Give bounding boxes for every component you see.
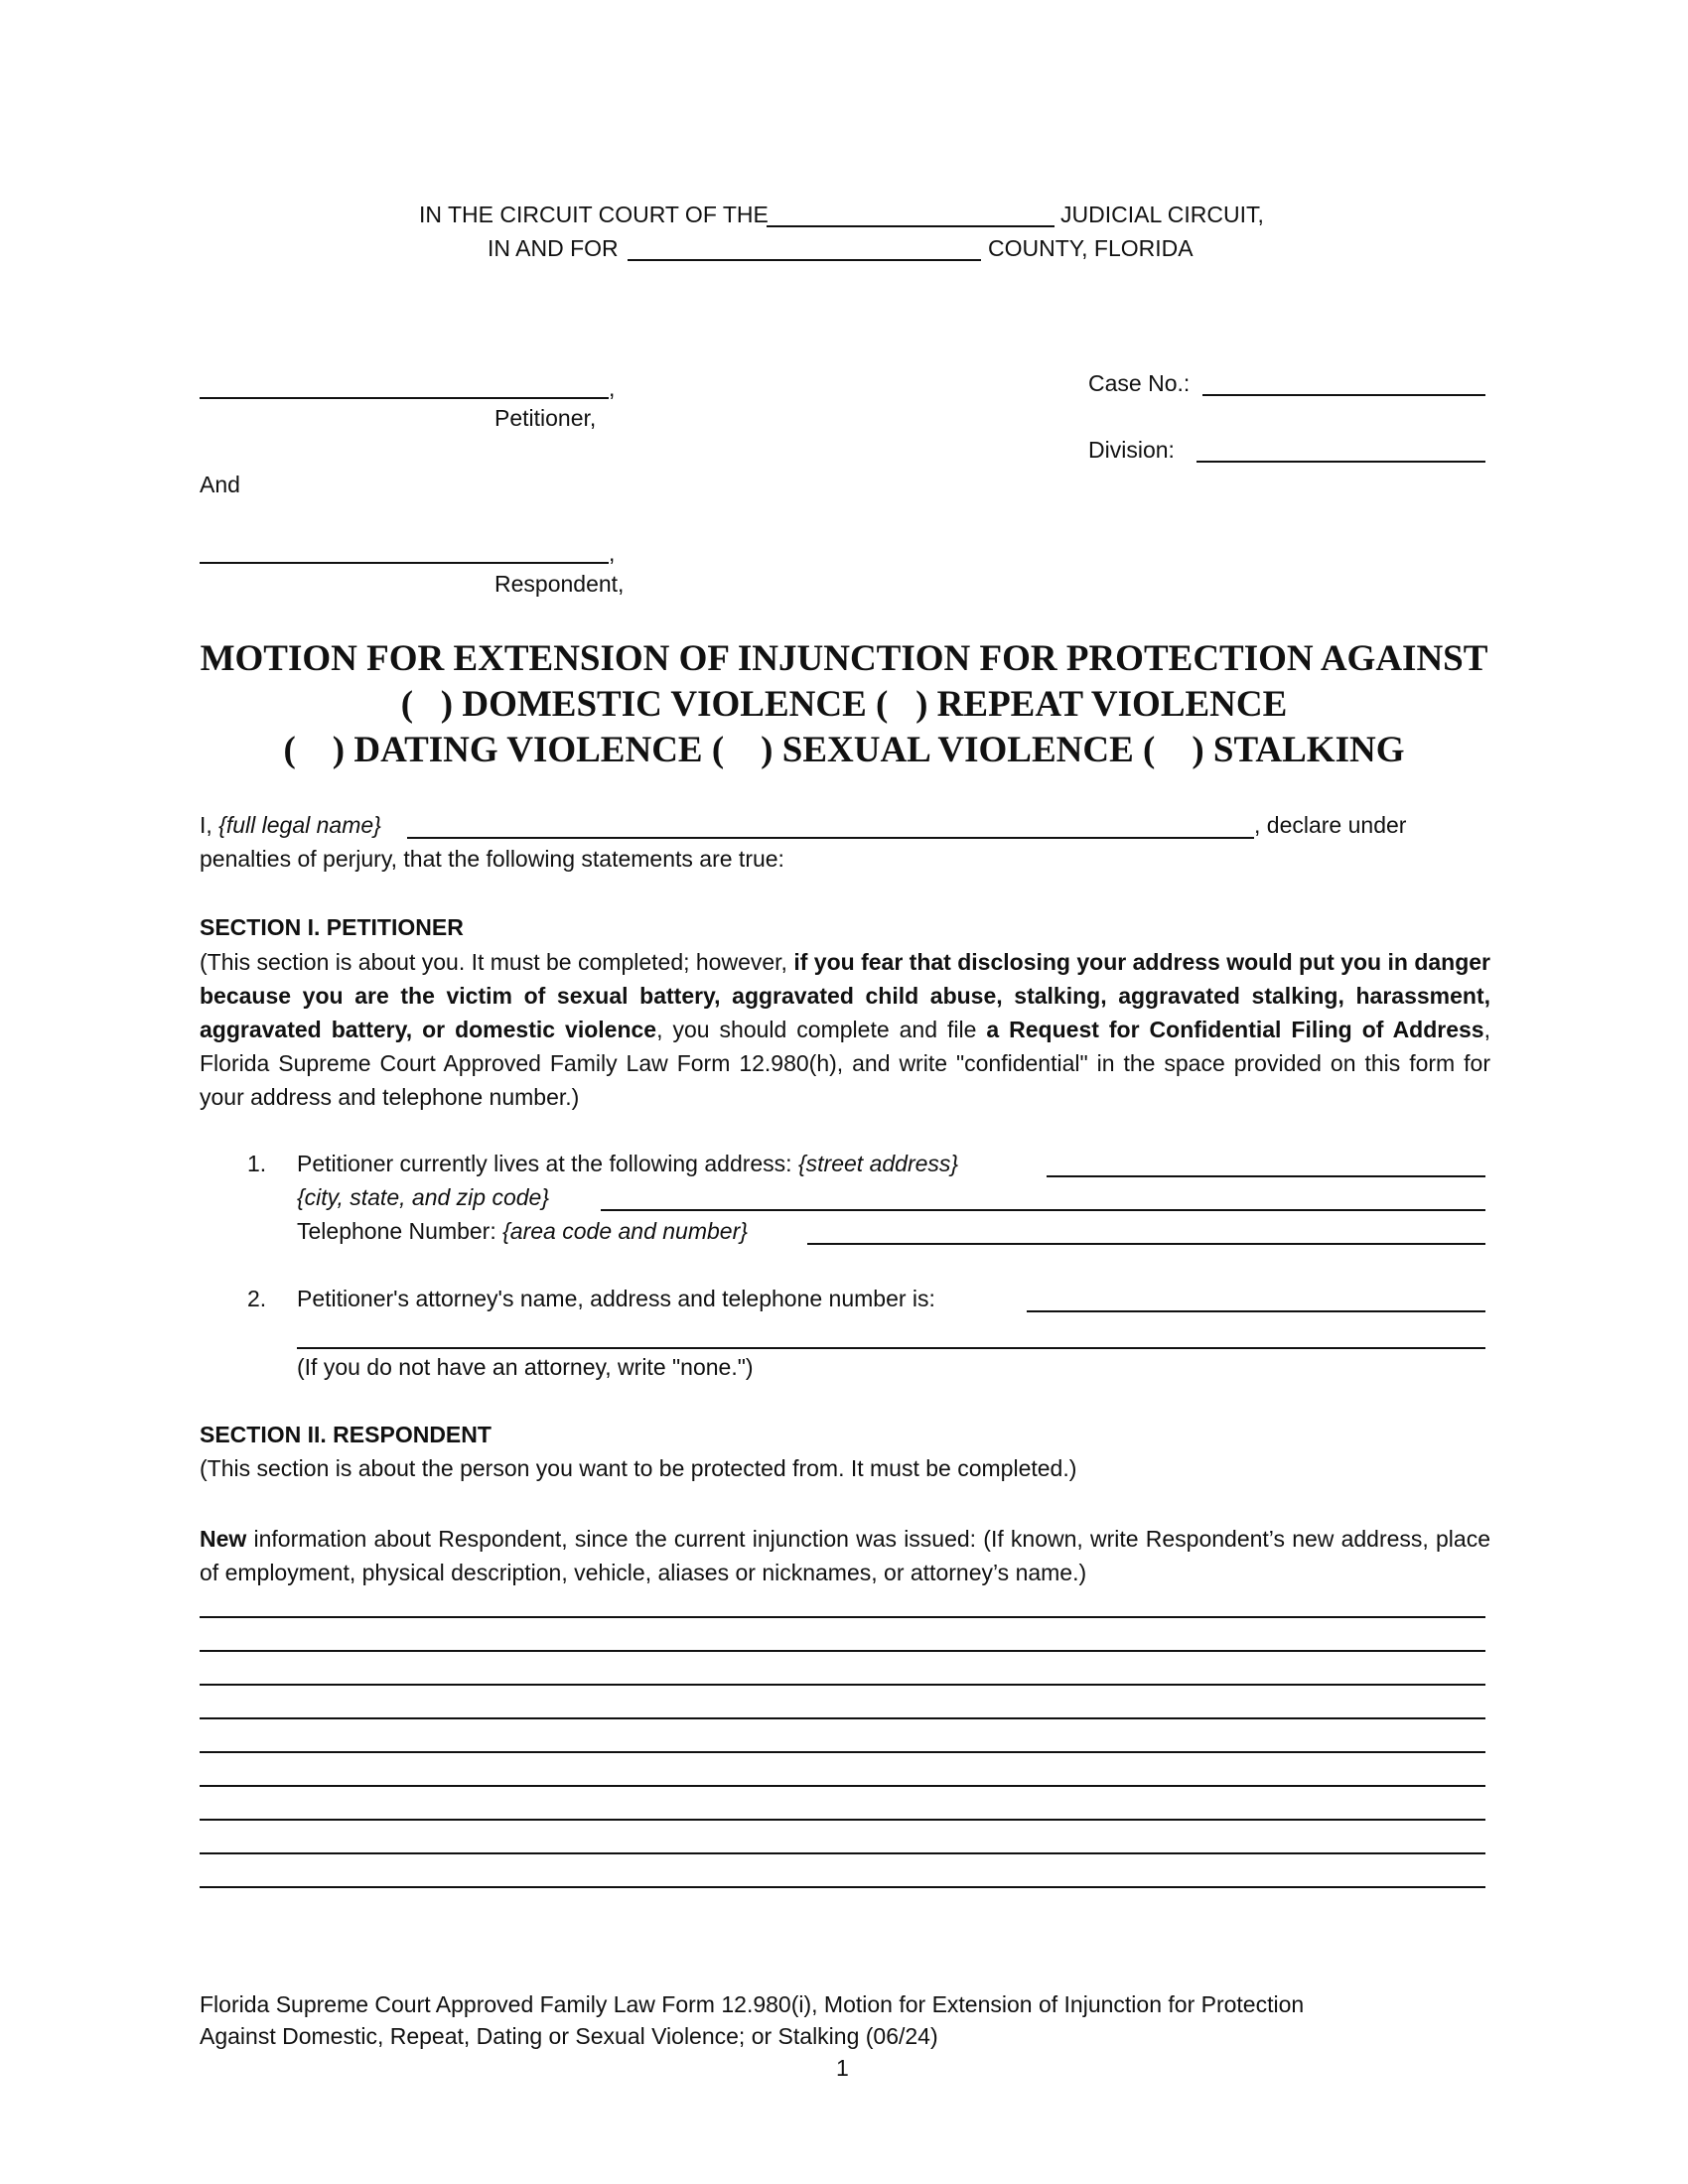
street-address-field[interactable] [1047, 1175, 1485, 1177]
respondent-info-line[interactable] [200, 1819, 1485, 1821]
respondent-info-line[interactable] [200, 1684, 1485, 1686]
section1-heading: SECTION I. PETITIONER [200, 914, 464, 940]
section2-heading: SECTION II. RESPONDENT [200, 1422, 492, 1447]
item2-number: 2. [247, 1286, 267, 1311]
item1-text: Petitioner currently lives at the following address: {street address} [297, 1151, 959, 1176]
respondent-info-line[interactable] [200, 1650, 1485, 1652]
telephone-label: Telephone Number: {area code and number} [297, 1218, 748, 1244]
attorney-info-field-1[interactable] [1027, 1310, 1485, 1312]
division-field[interactable] [1196, 461, 1485, 463]
division-label: Division: [1088, 437, 1175, 463]
respondent-info-line[interactable] [200, 1751, 1485, 1753]
section2-intro: (This section is about the person you want to be protected from. It must be completed.) [200, 1455, 1077, 1481]
court-circuit-label-suffix: JUDICIAL CIRCUIT, [1060, 202, 1264, 227]
and-label: And [200, 472, 240, 497]
petitioner-name-field[interactable] [200, 397, 609, 399]
section1-intro: (This section is about you. It must be completed; however, if you fear that disclosing your address would put you in danger because you are the victim of sexual battery, aggravated child abuse, stalking, aggravated stalking, harassment, aggravated battery, or domestic violence, you should complete and file a Request for Confidential Filing of Address, Florida Supreme Court Approved Family Law Form 12.980(h), and write "confidential" in the space provided on this form for your address and telephone number.) [200, 949, 1490, 1110]
telephone-field[interactable] [807, 1243, 1485, 1245]
petitioner-label: Petitioner, [494, 405, 597, 431]
petitioner-comma: , [609, 375, 616, 401]
county-field[interactable] [628, 259, 981, 261]
case-no-field[interactable] [1202, 394, 1485, 396]
form-title-line1: MOTION FOR EXTENSION OF INJUNCTION FOR PROTECTION AGAINST [200, 638, 1488, 679]
attorney-info-field-2[interactable] [297, 1347, 1485, 1349]
form-title-line2: ( ) DOMESTIC VIOLENCE ( ) REPEAT VIOLENCE [400, 684, 1288, 725]
declaration-prefix: I, {full legal name} [200, 812, 381, 838]
county-label-suffix: COUNTY, FLORIDA [988, 235, 1194, 261]
city-state-zip-field[interactable] [601, 1209, 1485, 1211]
item2-note: (If you do not have an attorney, write "none.") [297, 1354, 754, 1380]
judicial-circuit-field[interactable] [767, 225, 1055, 227]
respondent-info-line[interactable] [200, 1717, 1485, 1719]
county-label-prefix: IN AND FOR [488, 235, 619, 261]
court-circuit-label-prefix: IN THE CIRCUIT COURT OF THE [419, 202, 769, 227]
city-state-zip-hint: {city, state, and zip code} [297, 1184, 550, 1210]
declaration-line2: penalties of perjury, that the following statements are true: [200, 846, 784, 872]
full-legal-name-hint: {full legal name} [218, 812, 381, 838]
case-no-label: Case No.: [1088, 370, 1191, 396]
respondent-info-line[interactable] [200, 1886, 1485, 1888]
respondent-info-line[interactable] [200, 1616, 1485, 1618]
respondent-info-line[interactable] [200, 1852, 1485, 1854]
respondent-comma: , [609, 540, 616, 566]
declaration-suffix: , declare under [1254, 812, 1407, 838]
item2-text: Petitioner's attorney's name, address and telephone number is: [297, 1286, 935, 1311]
respondent-name-field[interactable] [200, 562, 609, 564]
footer-line2: Against Domestic, Repeat, Dating or Sexual Violence; or Stalking (06/24) [200, 2023, 938, 2049]
page-number: 1 [836, 2055, 849, 2081]
form-title-line3: ( ) DATING VIOLENCE ( ) SEXUAL VIOLENCE ( ) STALKING [283, 730, 1405, 770]
new-info-paragraph: New information about Respondent, since the current injunction was issued: (If known, write Respondent’s new address, place of employment, physical description, vehicle, aliases or nicknames, or attorney’s name.) [200, 1526, 1490, 1585]
respondent-info-line[interactable] [200, 1785, 1485, 1787]
area-code-hint: {area code and number} [502, 1218, 748, 1244]
street-address-hint: {street address} [797, 1151, 959, 1176]
item1-number: 1. [247, 1151, 267, 1176]
respondent-label: Respondent, [494, 571, 625, 597]
footer-line1: Florida Supreme Court Approved Family Law Form 12.980(i), Motion for Extension of Injunction for Protection [200, 1991, 1305, 2017]
full-legal-name-field[interactable] [407, 837, 1254, 839]
